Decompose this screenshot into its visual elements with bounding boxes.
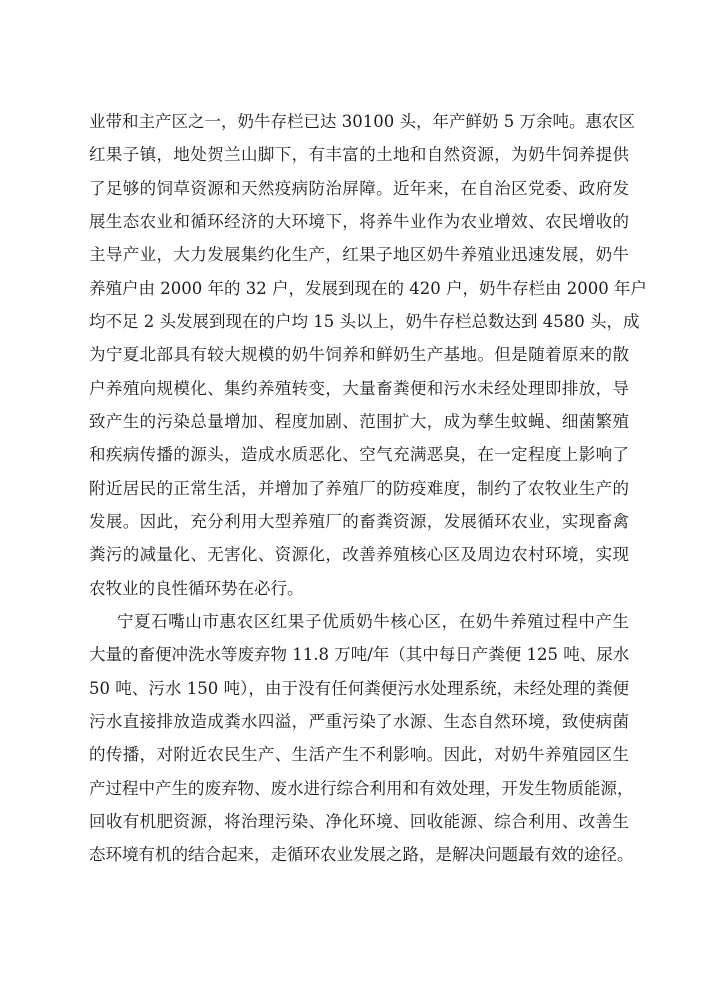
paragraph-1-line-1: 业带和主产区之一，奶牛存栏已达 30100 头，年产鲜奶 5 万余吨。惠农区 bbox=[89, 112, 635, 131]
paragraph-1-line-10: 致产生的污染总量增加、程度加剧、范围扩大，成为孳生蚊蝇、细菌繁殖 bbox=[89, 412, 629, 431]
paragraph-2-line-7: 回收有机肥资源，将治理污染、净化环境、回收能源、综合利用、改善生 bbox=[89, 812, 629, 831]
paragraph-1-line-12: 附近居民的正常生活，并增加了养殖厂的防疫难度，制约了农牧业生产的 bbox=[89, 479, 629, 498]
paragraph-1-line-8: 为宁夏北部具有较大规模的奶牛饲养和鲜奶生产基地。但是随着原来的散 bbox=[89, 345, 629, 364]
paragraph-1-line-6: 养殖户由 2000 年的 32 户，发展到现在的 420 户，奶牛存栏由 2000 年户 bbox=[89, 279, 647, 298]
paragraph-2-line-5: 的传播，对附近农民生产、生活产生不利影响。因此，对奶牛养殖园区生 bbox=[89, 745, 629, 764]
paragraph-1-line-7: 均不足 2 头发展到现在的户均 15 头以上，奶牛存栏总数达到 4580 头，成 bbox=[89, 312, 640, 331]
paragraph-2-line-8: 态环境有机的结合起来，走循环农业发展之路，是解决问题最有效的途径。 bbox=[89, 845, 634, 864]
paragraph-1-line-4: 展生态农业和循环经济的大环境下，将养牛业作为农业增效、农民增收的 bbox=[89, 212, 629, 231]
paragraph-1-line-13: 发展。因此，充分利用大型养殖厂的畜粪资源，发展循环农业，实现畜禽 bbox=[89, 512, 629, 531]
paragraph-1-line-2: 红果子镇，地处贺兰山脚下，有丰富的土地和自然资源，为奶牛饲养提供 bbox=[89, 145, 629, 164]
paragraph-1-line-15: 农牧业的良性循环势在必行。 bbox=[89, 579, 304, 598]
paragraph-2-line-2: 大量的畜便冲洗水等废弃物 11.8 万吨/年（其中每日产粪便 125 吨、尿水 bbox=[89, 645, 630, 664]
paragraph-2-line-4: 污水直接排放造成粪水四溢，严重污染了水源、生态自然环境，致使病菌 bbox=[89, 712, 629, 731]
paragraph-2-line-6: 产过程中产生的废弃物、废水进行综合利用和有效处理，开发生物质能源， bbox=[89, 779, 634, 798]
paragraph-1-line-14: 粪污的减量化、无害化、资源化，改善养殖核心区及周边农村环境，实现 bbox=[89, 545, 629, 564]
paragraph-1-line-3: 了足够的饲草资源和天然疫病防治屏障。近年来，在自治区党委、政府发 bbox=[89, 179, 629, 198]
paragraph-1-line-9: 户养殖向规模化、集约养殖转变，大量畜粪便和污水未经处理即排放，导 bbox=[89, 379, 629, 398]
paragraph-2-line-3: 50 吨、污水 150 吨），由于没有任何粪便污水处理系统，未经处理的粪便 bbox=[89, 679, 629, 698]
paragraph-1-line-11: 和疾病传播的源头，造成水质恶化、空气充满恶臭，在一定程度上影响了 bbox=[89, 445, 629, 464]
paragraph-1-line-5: 主导产业，大力发展集约化生产，红果子地区奶牛养殖业迅速发展，奶牛 bbox=[89, 245, 629, 264]
paragraph-2-line-1: 宁夏石嘴山市惠农区红果子优质奶牛核心区，在奶牛养殖过程中产生 bbox=[117, 612, 629, 631]
